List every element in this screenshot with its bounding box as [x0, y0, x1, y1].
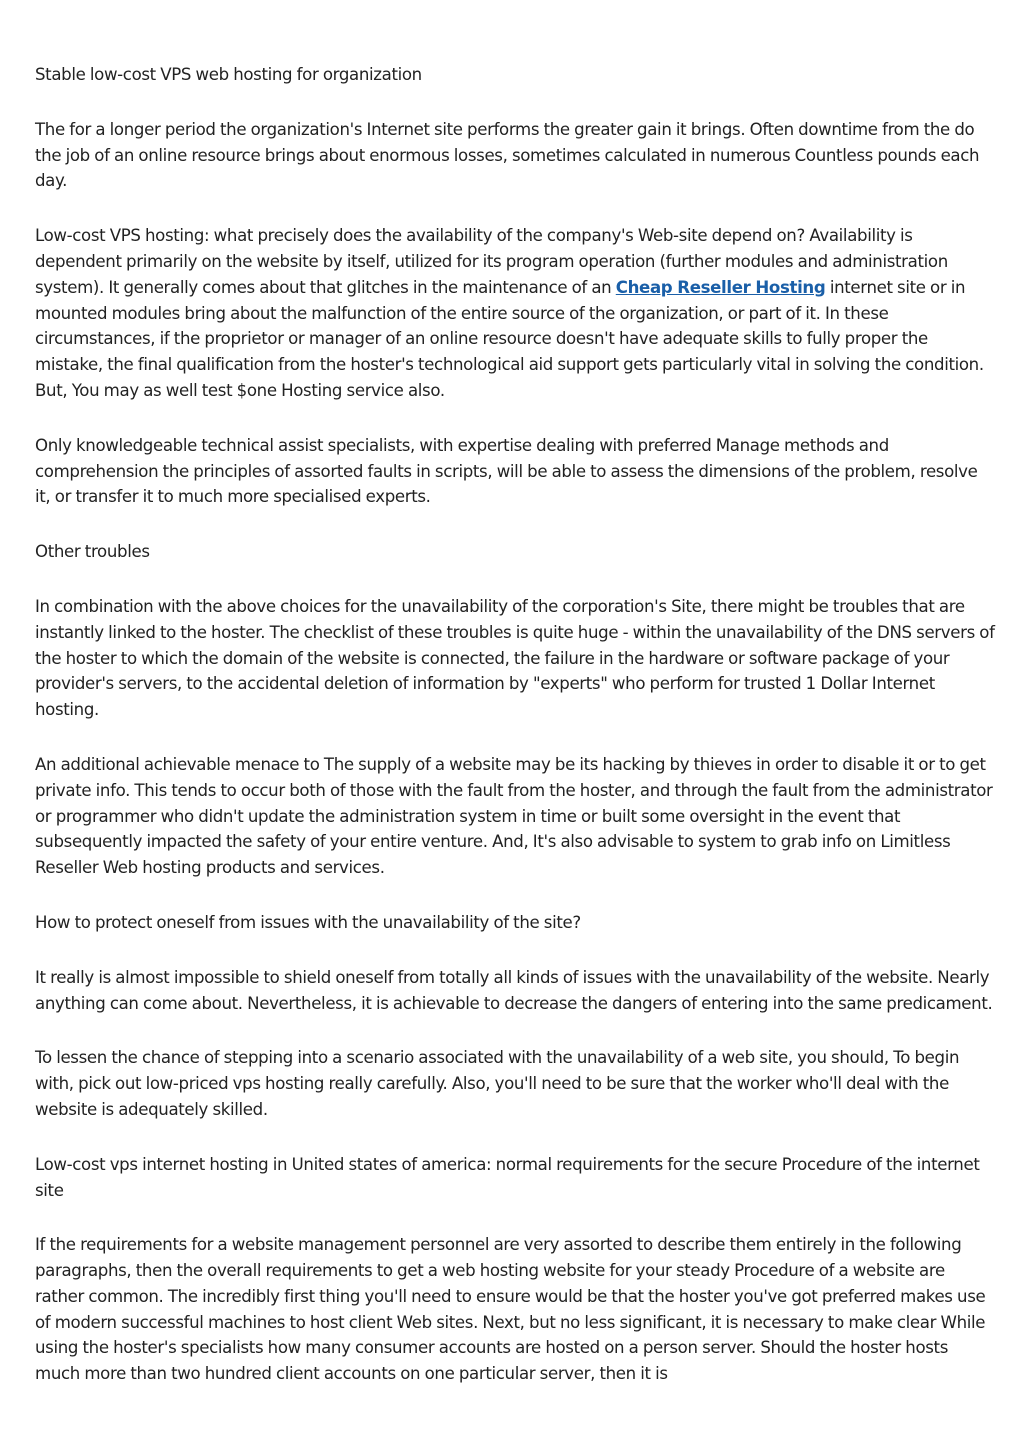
section-heading-other-troubles: Other troubles: [35, 542, 150, 562]
paragraph-text-before-link: Low-cost VPS hosting: what precisely does the availability of the company's Web-site depend on? Availability is dependent primarily on the website by itself, utilized for its program operation (further modules and administration system). It generally comes about that glitches in the maintenance of an: [35, 226, 948, 297]
paragraph-intro: The for a longer period the organization's Internet site performs the greater gain it brings. Often downtime from the do the job of an online resource brings about enormous losses, sometimes calculated in numerous Countless pounds each day.: [35, 119, 980, 191]
paragraph-text-after-link: internet site or in mounted modules bring about the malfunction of the entire source of the organization, or part of it. In these circumstances, if the proprietor or manager of an online resource doesn't have adequate skills to fully proper the mistake, the final qualification from the hoster's technological aid support gets particularly vital in solving the condition. But, You may as well test $one Hosting service also.: [35, 277, 984, 400]
document-page: [35, 62, 995, 1416]
paragraph-lessen-chance: To lessen the chance of stepping into a scenario associated with the unavailability of a web site, you should, To begin with, pick out low-priced vps hosting really carefully. Also, you'll need to be sure that the worker who'll deal with the website is adequately skilled.: [35, 1048, 960, 1119]
paragraph-requirements: If the requirements for a website management personnel are very assorted to describe them entirely in the following paragraphs, then the overall requirements to get a web hosting website for your steady Procedure of a website are rather common. The incredibly first thing you'll need to ensure would be that the hoster you've got preferred makes use of modern successful machines to host client Web sites. Next, but no less significant, it is necessary to make clear While using the hoster's specialists how many consumer accounts are hosted on a person server. Should the hoster hosts much more than two hundred client accounts on one particular server, then it is: [35, 1235, 986, 1384]
paragraph-impossible: It really is almost impossible to shield oneself from totally all kinds of issues with the unavailability of the website. Nearly anything can come about. Nevertheless, it is achievable to decrease the dangers of entering into the same predicament.: [35, 967, 993, 1013]
cheap-reseller-hosting-link[interactable]: Cheap Reseller Hosting: [615, 277, 826, 297]
document-title: Stable low-cost VPS web hosting for organization: [35, 65, 422, 84]
paragraph-specialists: Only knowledgeable technical assist specialists, with expertise dealing with preferred Manage methods and comprehension the principles of assorted faults in scripts, will be able to assess the dimensions of the problem, resolve it, or transfer it to much more specialised experts.: [35, 435, 978, 507]
section-heading-requirements: Low-cost vps internet hosting in United states of america: normal requirements for the secure Procedure of the internet site: [35, 1154, 980, 1200]
paragraph-hacking: An additional achievable menace to The supply of a website may be its hacking by thieves in order to disable it or to get private info. This tends to occur both of those with the fault from the hoster, and through the fault from the administrator or programmer who didn't update the administration system in time or built some oversight in the event that subsequently impacted the safety of your entire venture. And, It's also advisable to system to grab info on Limitless Reseller Web hosting products and services.: [35, 754, 993, 878]
paragraph-hoster-troubles: In combination with the above choices for the unavailability of the corporation's Site, there might be troubles that are instantly linked to the hoster. The checklist of these troubles is quite huge - within the unavailability of the DNS servers of the hoster to which the domain of the website is connected, the failure in the hardware or software package of your provider's servers, to the accidental deletion of information by "experts" who perform for trusted 1 Dollar Internet hosting.: [35, 596, 995, 720]
section-heading-protect: How to protect oneself from issues with the unavailability of the site?: [35, 912, 581, 932]
paragraph-availability: [35, 223, 995, 404]
